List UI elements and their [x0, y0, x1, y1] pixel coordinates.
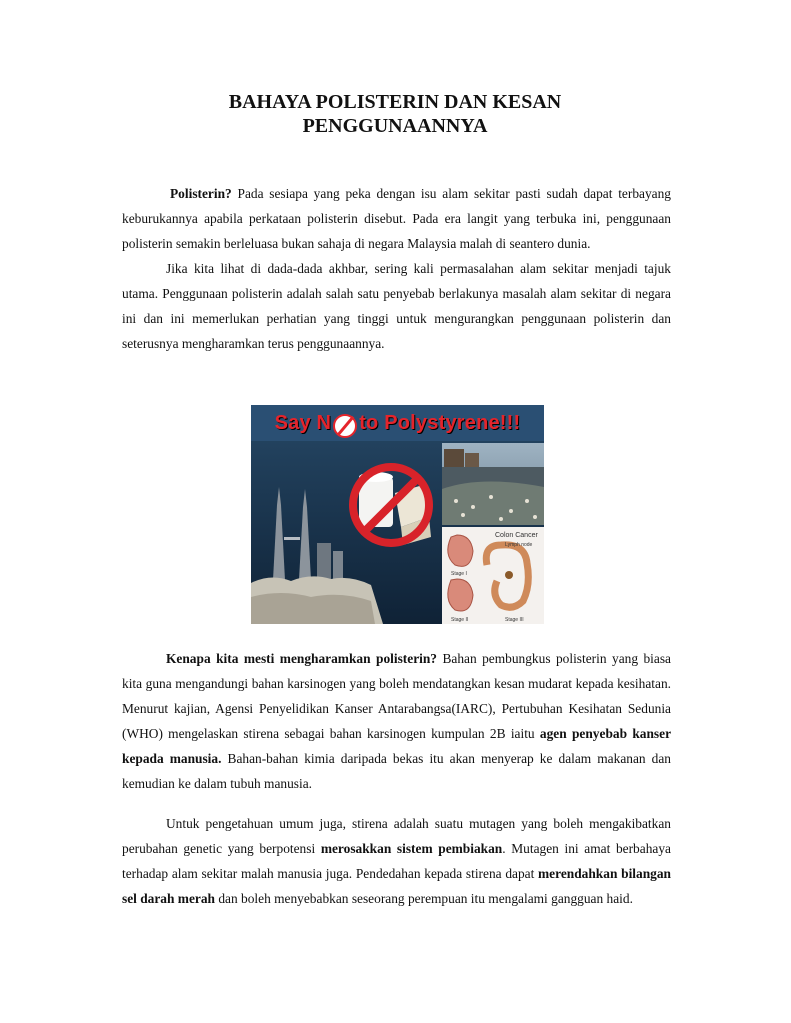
- red-blood-cell-bold: merendahkan bilangan sel darah merah: [122, 866, 671, 906]
- styrene-text-b: . Mutagen ini amat berbahaya terhadap alam sekitar malah manusia juga. Pendedahan kepada stirena dapat: [122, 841, 671, 881]
- document-title: [120, 90, 670, 138]
- why-ban-bold-lead: Kenapa kita mesti mengharamkan polisterin?: [166, 651, 437, 666]
- stage-3-label: Stage III: [505, 617, 524, 623]
- banner-text-before: Say N: [274, 411, 332, 434]
- why-ban-text-b: Bahan-bahan kimia daripada bekas itu akan menyerap ke dalam makanan dan kemudian ke dalam tubuh manusia.: [122, 751, 671, 791]
- inset-node: Lymph node: [505, 542, 533, 548]
- stage-1-label: Stage I: [451, 571, 467, 577]
- reproductive-damage-bold: merosakkan sistem pembiakan: [320, 841, 503, 856]
- inset-title: Colon Cancer: [495, 532, 538, 539]
- intro-text: Pada sesiapa yang peka dengan isu alam sekitar pasti sudah dapat terbayang keburukannya apabila perkataan polisterin disebut. Pada era langit yang terbuka ini, penggunaan polisterin semakin berleluasa bukan sahaja di negara Malaysia malah di seantero dunia.: [122, 186, 671, 251]
- why-ban-text-a: Bahan pembungkus polisterin yang biasa kita guna mengandungi bahan karsinogen yang boleh mendatangkan kesan mudarat kepada kesihatan. Menurut kajian, Agensi Penyelidikan Kanser Antarabangsa(IARC), Pertubuhan Kesihatan Sedunia (WHO) mengelaskan stirena sebagai bahan karsinogen kumpulan 2B iaitu: [122, 651, 671, 741]
- paragraph-news-text: Jika kita lihat di dada-dada akhbar, sering kali permasalahan alam sekitar menjadi tajuk utama. Penggunaan polisterin adalah salah satu penyebab berlakunya masalah alam sekitar di negara ini dan ini memerlukan perhatian yang tinggi untuk mengurangkan penggunaan polisterin dan seterusnya mengharamkan terus penggunaannya.: [122, 261, 671, 351]
- intro-bold-lead: Polisterin?: [170, 186, 232, 201]
- title-line-2: PENGGUNAANNYA: [302, 115, 488, 137]
- polluted-river-photo: [442, 443, 544, 525]
- banner-text-after: to Polystyrene!!!: [359, 411, 521, 434]
- styrene-text-c: dan boleh menyebabkan seseorang perempuan itu mengalami gangguan haid.: [214, 891, 633, 906]
- say-no-banner: [251, 405, 544, 441]
- paragraph-styrene: [122, 811, 671, 911]
- no-symbol-icon: [333, 414, 357, 438]
- stage-2-label: Stage II: [451, 617, 469, 623]
- paragraph-why-ban: [122, 646, 671, 796]
- styrene-text-a: Untuk pengetahuan umum juga, stirena adalah suatu mutagen yang boleh mengakibatkan perubahan genetic yang berpotensi: [122, 816, 671, 856]
- cancer-agent-bold: agen penyebab kanser kepada manusia.: [122, 726, 672, 766]
- title-line-1: BAHAYA POLISTERIN DAN KESAN: [228, 91, 562, 113]
- say-no-polystyrene-image: [251, 405, 544, 624]
- paragraph-intro: [122, 181, 671, 356]
